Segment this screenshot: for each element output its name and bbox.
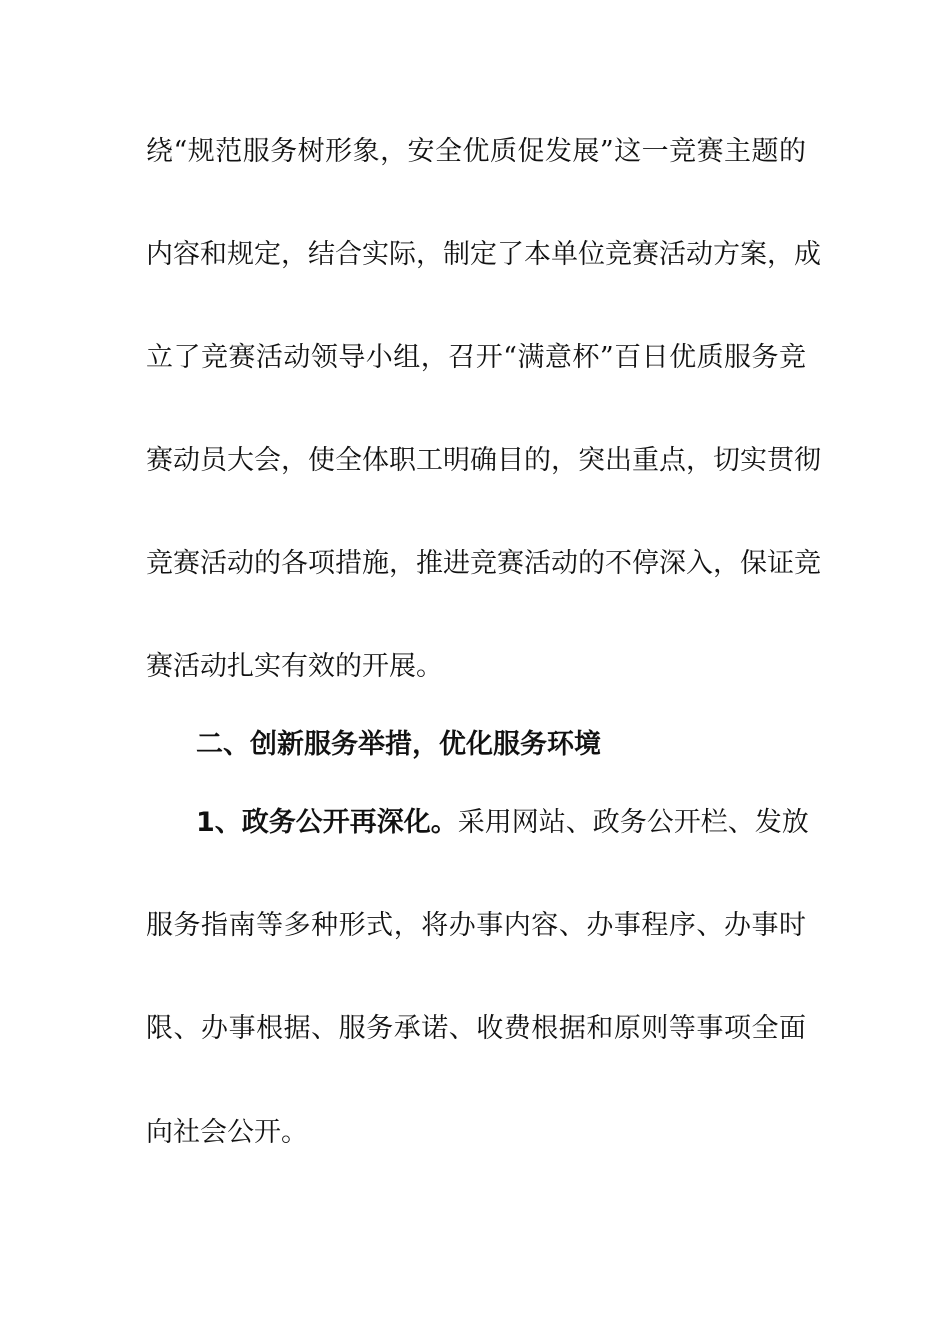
item1-lead: 1、政务公开再深化。: [196, 807, 458, 838]
paragraph-line-2: 内容和规定，结合实际，制定了本单位竞赛活动方案，成: [146, 239, 821, 270]
paragraph-line-6: 赛活动扎实有效的开展。: [146, 651, 443, 682]
section-heading: 二、创新服务举措，优化服务环境: [196, 729, 601, 760]
item1-first-line: [196, 806, 809, 840]
item1-line-2: 服务指南等多种形式，将办事内容、办事程序、办事时: [146, 910, 806, 941]
paragraph-line-4: 赛动员大会，使全体职工明确目的，突出重点，切实贯彻: [146, 445, 821, 476]
paragraph-line-1: 绕“规范服务树形象，安全优质促发展”这一竞赛主题的: [146, 136, 806, 167]
item1-first-line-rest: 采用网站、政务公开栏、发放: [457, 807, 809, 838]
paragraph-line-3: 立了竞赛活动领导小组，召开“满意杯”百日优质服务竞: [146, 342, 806, 373]
item1-line-3: 限、办事根据、服务承诺、收费根据和原则等事项全面: [146, 1013, 806, 1044]
item1-line-4: 向社会公开。: [146, 1117, 308, 1148]
paragraph-line-5: 竞赛活动的各项措施，推进竞赛活动的不停深入，保证竞: [146, 548, 821, 579]
